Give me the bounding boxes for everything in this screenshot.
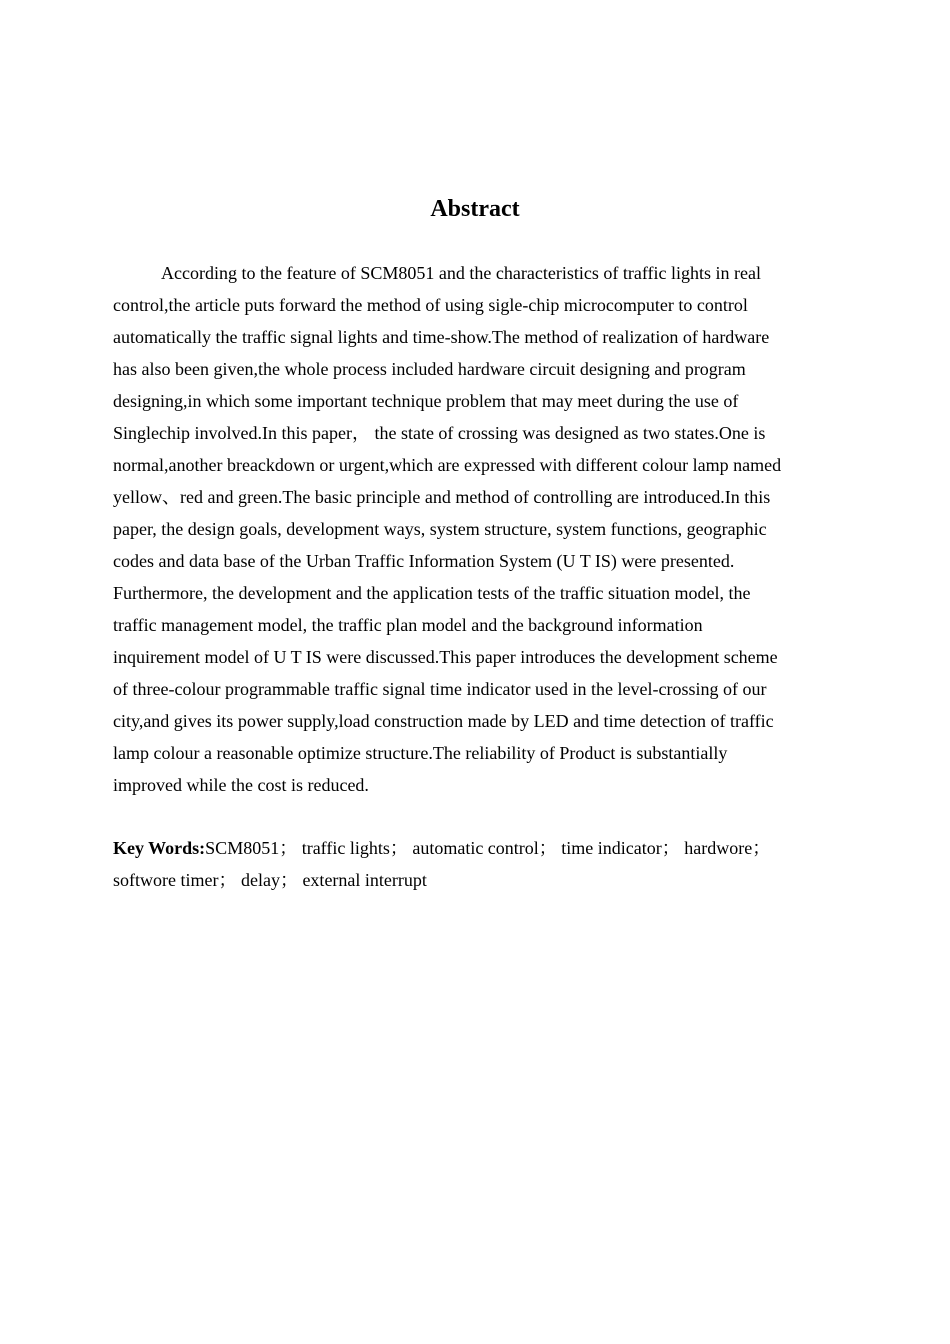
abstract-line: designing,in which some important technique problem that may meet during the use of <box>113 391 739 411</box>
abstract-line: automatically the traffic signal lights and time-show.The method of realization of hardware <box>113 327 770 347</box>
abstract-line: paper, the design goals, development ways, system structure, system functions, geographic <box>113 519 767 539</box>
abstract-line: lamp colour a reasonable optimize structure.The reliability of Product is substantially <box>113 743 728 763</box>
keywords-line-2: softwore timer； delay； external interrupt <box>113 870 427 890</box>
abstract-line: normal,another breackdown or urgent,which are expressed with different colour lamp named <box>113 455 782 475</box>
abstract-title: Abstract <box>430 196 520 222</box>
abstract-line: yellow、red and green.The basic principle and method of controlling are introduced.In this <box>113 487 771 507</box>
abstract-line: of three-colour programmable traffic signal time indicator used in the level-crossing of our <box>113 679 767 699</box>
abstract-body <box>113 257 833 801</box>
abstract-line: Singlechip involved.In this paper， the state of crossing was designed as two states.One is <box>113 423 766 443</box>
abstract-line: has also been given,the whole process included hardware circuit designing and program <box>113 359 746 379</box>
abstract-line: improved while the cost is reduced. <box>113 775 369 795</box>
abstract-line: According to the feature of SCM8051 and the characteristics of traffic lights in real <box>161 263 761 283</box>
abstract-line: inquirement model of U T IS were discussed.This paper introduces the development scheme <box>113 647 778 667</box>
abstract-line: control,the article puts forward the method of using sigle-chip microcomputer to control <box>113 295 748 315</box>
abstract-line: traffic management model, the traffic plan model and the background information <box>113 615 703 635</box>
keywords-section <box>113 832 833 896</box>
abstract-line: city,and gives its power supply,load construction made by LED and time detection of traffic <box>113 711 774 731</box>
keywords-text: SCM8051； traffic lights； automatic control； time indicator； hardwore； <box>205 838 771 858</box>
keywords-label: Key Words: <box>113 838 206 858</box>
abstract-line: codes and data base of the Urban Traffic Information System (U T IS) were presented. <box>113 551 735 571</box>
keywords-line-1 <box>113 832 833 864</box>
abstract-line: Furthermore, the development and the application tests of the traffic situation model, the <box>113 583 751 603</box>
